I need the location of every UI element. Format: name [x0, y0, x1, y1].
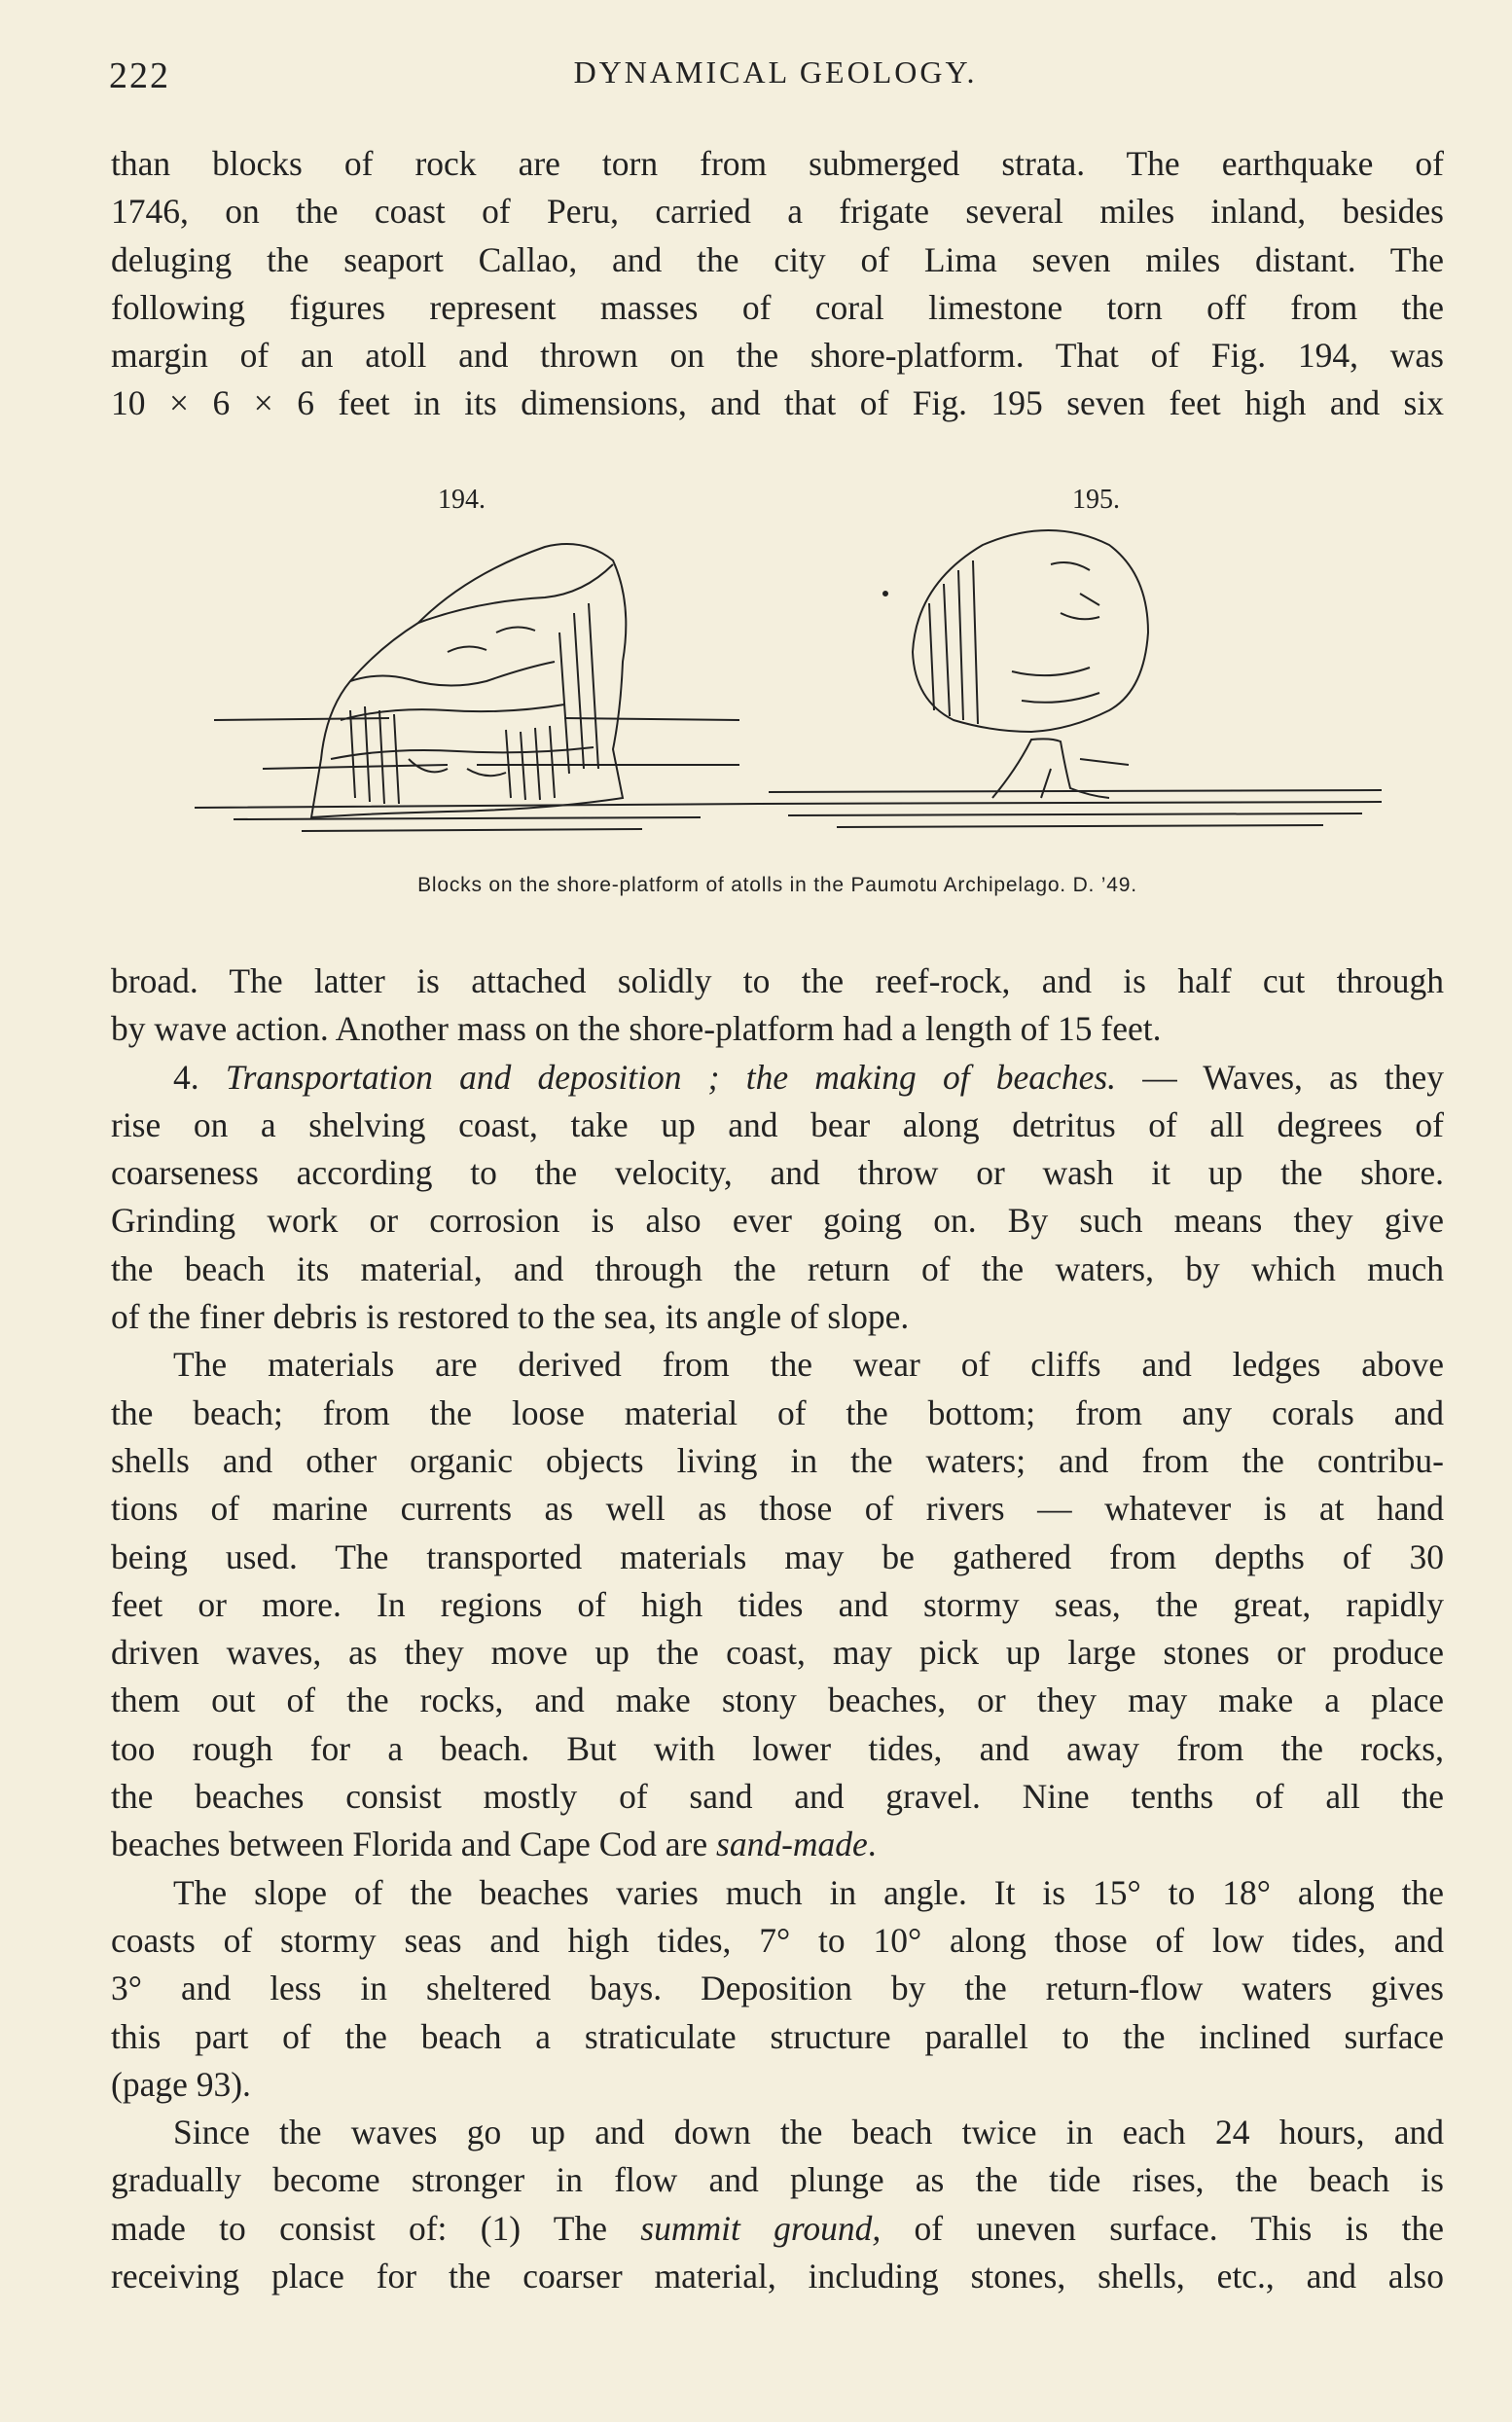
section-title-a: Transportation and deposition ; — [225, 1057, 720, 1097]
text-line: 10 × 6 × 6 feet in its dimensions, and that of Fig. 195 seven feet high and six — [111, 383, 1444, 423]
text-line: feet or more. In regions of high tides and stormy seas, the great, rapidly — [111, 1584, 1444, 1624]
figure-195-label: 195. — [1072, 485, 1120, 515]
text-line: the beach its material, and through the return of the waters, by which much — [111, 1248, 1444, 1288]
running-title: DYNAMICAL GEOLOGY. — [573, 54, 978, 90]
section-title-b: the making of beaches. — [745, 1057, 1117, 1097]
paragraph-continued — [111, 958, 1444, 2300]
text-line: shells and other organic objects living in the waters; and from the contribu- — [111, 1440, 1444, 1480]
italic-term: sand-made — [716, 1825, 868, 1864]
text-line: broad. The latter is attached solidly to the reef-rock, and is half cut through — [111, 961, 1444, 1000]
text-line: deluging the seaport Callao, and the city of Lima seven miles distant. The — [111, 239, 1444, 279]
text-line: being used. The transported materials may be gathered from depths of 30 — [111, 1536, 1444, 1576]
section-lead: — Waves, as they — [1116, 1057, 1444, 1097]
text-line — [111, 2205, 1444, 2253]
text-run: of uneven surface. This is the — [881, 2208, 1444, 2248]
section-number: 4. — [173, 1057, 199, 1097]
text-line: Since the waves go up and down the beach twice in each 24 hours, and — [173, 2113, 1444, 2152]
figure-194-label: 194. — [438, 485, 486, 515]
paragraph-opening — [111, 140, 1444, 428]
text-line: by wave action. Another mass on the shore-platform had a length of 15 feet. — [111, 1009, 1162, 1049]
page-number: 222 — [109, 55, 170, 96]
text-line: tions of marine currents as well as those of rivers — whatever is at hand — [111, 1489, 1444, 1529]
text-run: beaches between Florida and Cape Cod are — [111, 1825, 716, 1864]
figure-194 — [156, 477, 759, 856]
mushroom-block-illustration — [759, 477, 1391, 856]
text-line: 1746, on the coast of Peru, carried a frigate several miles inland, besides — [111, 192, 1444, 232]
text-line: coarseness according to the velocity, and throw or wash it up the shore. — [111, 1153, 1444, 1193]
text-line: (page 93). — [111, 2064, 251, 2104]
text-line: than blocks of rock are torn from submerged strata. The earthquake of — [111, 144, 1444, 183]
running-head — [109, 54, 1442, 103]
text-run: . — [867, 1825, 877, 1864]
text-line — [111, 1821, 1444, 1868]
section-heading-line — [111, 1054, 1444, 1102]
text-line: 3° and less in sheltered bays. Deposition by the return-flow waters gives — [111, 1969, 1444, 2008]
text-line: of the finer debris is restored to the sea, its angle of slope. — [111, 1297, 910, 1337]
text-line: receiving place for the coarser material, including stones, shells, etc., and also — [111, 2257, 1444, 2296]
text-run: made to consist of: (1) The — [111, 2208, 641, 2248]
figure-195 — [759, 477, 1391, 856]
text-line: driven waves, as they move up the coast, may pick up large stones or produce — [111, 1633, 1444, 1673]
text-line: them out of the rocks, and make stony beaches, or they may make a place — [111, 1681, 1444, 1720]
text-line: rise on a shelving coast, take up and bear along detritus of all degrees of — [111, 1104, 1444, 1144]
coral-block-illustration — [156, 477, 759, 856]
figure-caption: Blocks on the shore-platform of atolls in the Paumotu Archipelago. D. ’49. — [417, 874, 1137, 896]
text-line: Grinding work or corrosion is also ever going on. By such means they give — [111, 1201, 1444, 1241]
text-line: The materials are derived from the wear of cliffs and ledges above — [173, 1345, 1444, 1385]
text-line: following figures represent masses of coral limestone torn off from the — [111, 287, 1444, 327]
italic-term: summit ground, — [640, 2208, 882, 2248]
text-line: gradually become stronger in flow and plunge as the tide rises, the beach is — [111, 2160, 1444, 2200]
text-line: the beaches consist mostly of sand and gravel. Nine tenths of all the — [111, 1777, 1444, 1817]
text-line: coasts of stormy seas and high tides, 7° to 10° along those of low tides, and — [111, 1920, 1444, 1960]
text-line: too rough for a beach. But with lower tides, and away from the rocks, — [111, 1728, 1444, 1768]
text-line: margin of an atoll and thrown on the shore-platform. That of Fig. 194, was — [111, 336, 1444, 376]
text-line: The slope of the beaches varies much in angle. It is 15° to 18° along the — [173, 1872, 1444, 1912]
text-line: this part of the beach a straticulate structure parallel to the inclined surface — [111, 2016, 1444, 2056]
text-line: the beach; from the loose material of the bottom; from any corals and — [111, 1392, 1444, 1432]
figure-area — [156, 477, 1391, 924]
